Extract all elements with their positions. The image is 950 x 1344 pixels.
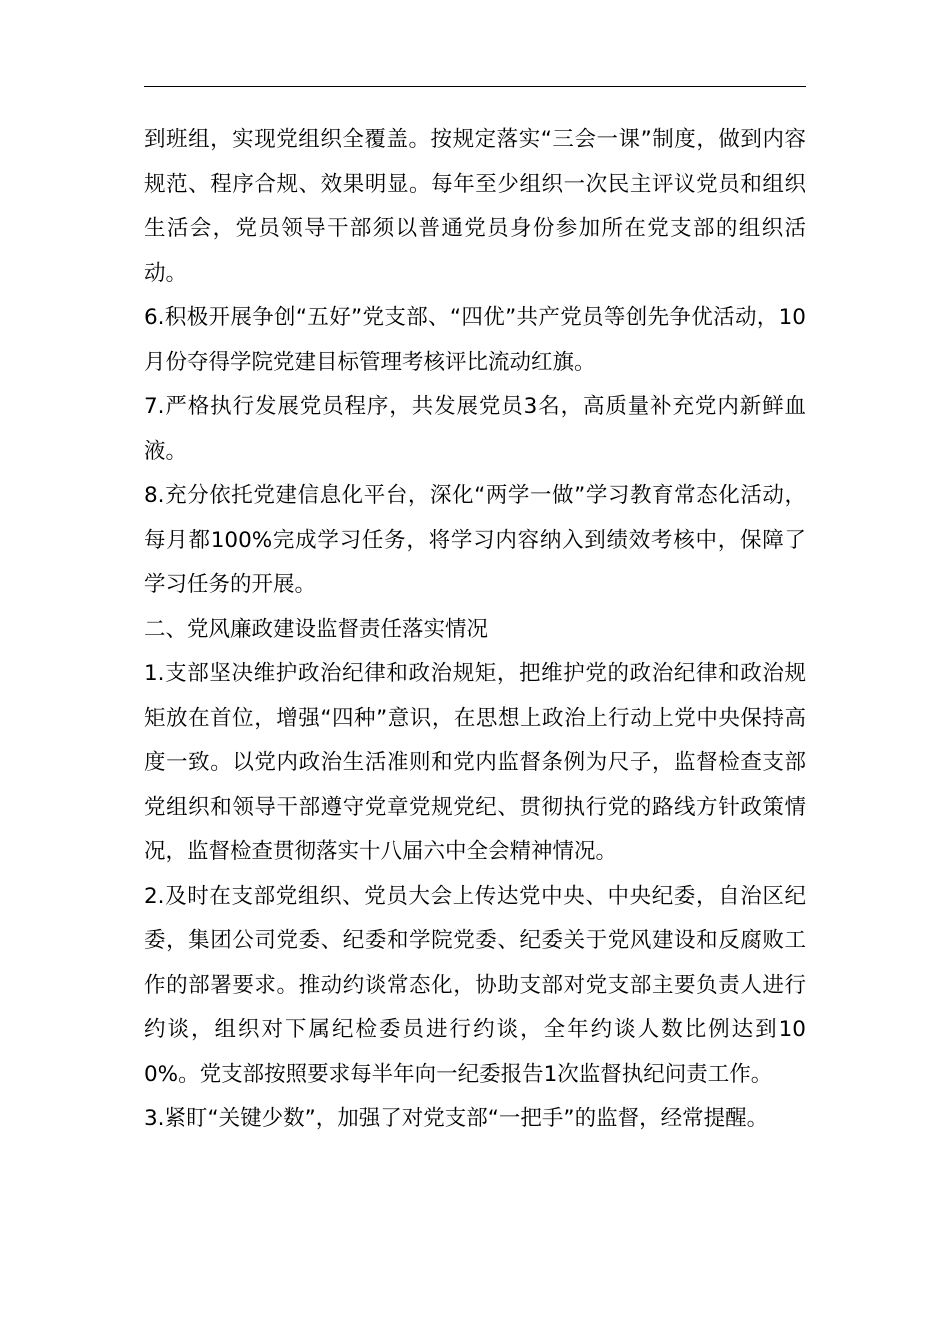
paragraph-continuation: 到班组，实现党组织全覆盖。按规定落实“三会一课”制度，做到内容规范、程序合规、效果明显。每年至少组织一次民主评议党员和组织生活会，党员领导干部须以普通党员身份参加所在党支部的组织活动。 <box>144 127 806 286</box>
paragraph-section2-item-3: 3.紧盯“关键少数”，加强了对党支部“一把手”的监督，经常提醒。 <box>144 1106 769 1131</box>
document-body <box>144 118 806 1142</box>
paragraph-item-7: 7.严格执行发展党员程序，共发展党员3名，高质量补充党内新鲜血液。 <box>144 394 806 464</box>
paragraph-section2-item-2: 2.及时在支部党组织、党员大会上传达党中央、中央纪委，自治区纪委，集团公司党委、纪委和学院党委、纪委关于党风建设和反腐败工作的部署要求。推动约谈常态化，协助支部对党支部主要负责人进行约谈，组织对下属纪检委员进行约谈，全年约谈人数比例达到100%。党支部按照要求每半年向一纪委报告1次监督执纪问责工作。 <box>144 883 806 1087</box>
paragraph-item-6: 6.积极开展争创“五好”党支部、“四优”共产党员等创先争优活动，10月份夺得学院党建目标管理考核评比流动红旗。 <box>144 305 806 375</box>
paragraph-item-8: 8.充分依托党建信息化平台，深化“两学一做”学习教育常态化活动，每月都100%完成学习任务，将学习内容纳入到绩效考核中，保障了学习任务的开展。 <box>144 483 806 597</box>
header-rule <box>144 86 806 87</box>
section-heading-2: 二、党风廉政建设监督责任落实情况 <box>144 616 489 642</box>
paragraph-section2-item-1: 1.支部坚决维护政治纪律和政治规矩，把维护党的政治纪律和政治规矩放在首位，增强“四种”意识，在思想上政治上行动上党中央保持高度一致。以党内政治生活准则和党内监督条例为尺子，监督检查支部党组织和领导干部遵守党章党规党纪、贯彻执行党的路线方针政策情况，监督检查贯彻落实十八届六中全会精神情况。 <box>144 661 806 864</box>
